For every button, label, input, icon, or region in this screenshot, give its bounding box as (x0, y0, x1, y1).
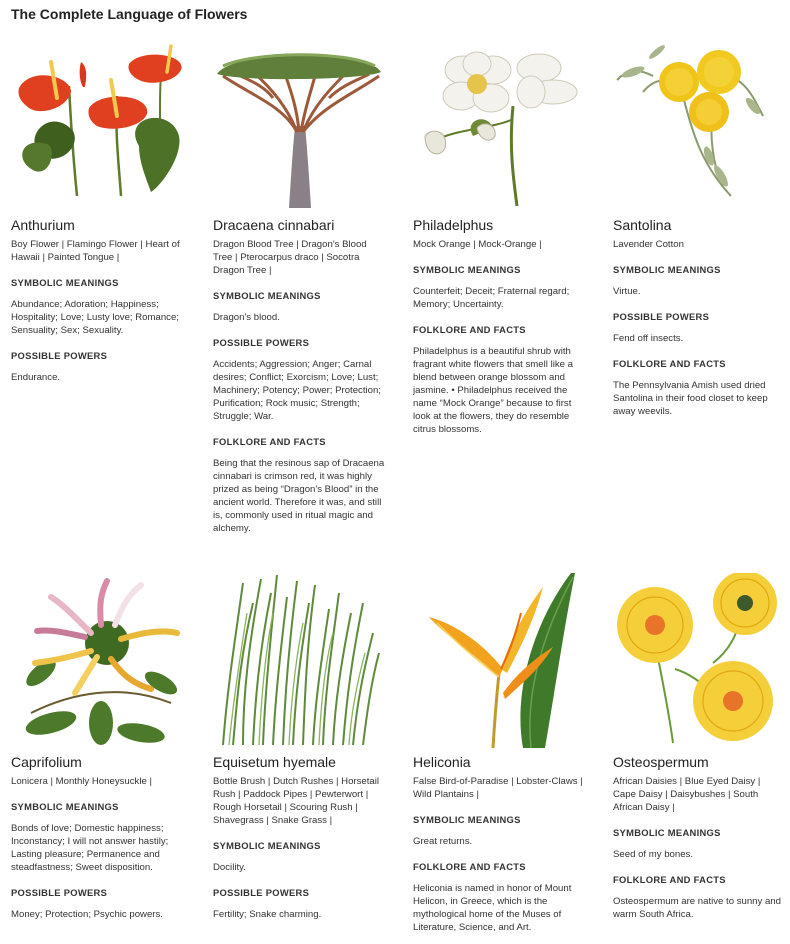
section-heading-symbolic: SYMBOLIC MEANINGS (11, 277, 119, 288)
flower-card-heliconia (413, 573, 585, 934)
flower-aka: Lonicera | Monthly Honeysuckle | (11, 776, 152, 787)
symbolic-meanings: Great returns. (413, 836, 473, 847)
flower-aka: Mock Orange | Mock-Orange | (413, 239, 542, 250)
flower-name: Santolina (613, 217, 672, 233)
symbolic-meanings: Seed of my bones. (613, 849, 693, 860)
flower-name: Dracaena cinnabari (213, 217, 335, 233)
section-heading-folklore: FOLKLORE AND FACTS (413, 324, 526, 335)
section-heading-symbolic: SYMBOLIC MEANINGS (413, 264, 521, 275)
flower-name: Osteospermum (613, 754, 709, 770)
flower-aka: False Bird-of-Paradise | Lobster-Claws | Wild Plantains | (413, 776, 583, 800)
flower-card-santolina (613, 36, 785, 418)
possible-powers: Money; Protection; Psychic powers. (11, 909, 163, 920)
section-heading-folklore: FOLKLORE AND FACTS (413, 861, 526, 872)
page-title: The Complete Language of Flowers (11, 6, 248, 22)
flower-aka: Dragon Blood Tree | Dragon's Blood Tree | Pterocarpus draco | Socotra Dragon Tree | (213, 239, 367, 276)
flower-card-caprifolium (11, 573, 183, 921)
heliconia-illustration (413, 573, 585, 748)
flower-card-osteospermum (613, 573, 785, 921)
flower-card-philadelphus (413, 36, 585, 436)
flower-name: Equisetum hyemale (213, 754, 336, 770)
flower-aka: Bottle Brush | Dutch Rushes | Horsetail Rush | Paddock Pipes | Pewterwort | Rough Horsetail | Scouring Rush | Shavegrass | Snake Grass | (213, 776, 380, 826)
symbolic-meanings: Bonds of love; Domestic happiness; Inconstancy; I will not answer hastily; Lasting pleasure; Permanence and steadfastness; Sweet disposition. (11, 823, 169, 873)
symbolic-meanings: Counterfeit; Deceit; Fraternal regard; Memory; Uncertainty. (413, 286, 570, 310)
section-heading-powers: POSSIBLE POWERS (11, 887, 108, 898)
section-heading-symbolic: SYMBOLIC MEANINGS (213, 290, 321, 301)
folklore-facts: Osteospermum are native to sunny and warm South Africa. (613, 896, 781, 920)
anthurium-illustration (11, 36, 183, 211)
honeysuckle-illustration (11, 573, 183, 748)
possible-powers: Endurance. (11, 372, 61, 383)
section-heading-powers: POSSIBLE POWERS (213, 887, 310, 898)
folklore-facts: Philadelphus is a beautiful shrub with fragrant white flowers that smell like a blend between orange blossom and jasmine. • Philadelphus received the name “Mock Orange” because to first look at the flowers, they do resemble citrus blossoms. (413, 346, 573, 435)
section-heading-folklore: FOLKLORE AND FACTS (613, 874, 726, 885)
dragon-tree-illustration (213, 36, 385, 211)
possible-powers: Fertility; Snake charming. (213, 909, 322, 920)
flower-name: Heliconia (413, 754, 471, 770)
flower-card-dracaena (213, 36, 385, 535)
symbolic-meanings: Docility. (213, 862, 246, 873)
folklore-facts: The Pennsylvania Amish used dried Santolina in their food closet to keep away weevils. (613, 380, 768, 417)
section-heading-symbolic: SYMBOLIC MEANINGS (613, 827, 721, 838)
flower-aka: Boy Flower | Flamingo Flower | Heart of Hawaii | Painted Tongue | (11, 239, 180, 263)
folklore-facts: Being that the resinous sap of Dracaena cinnabari is crimson red, it was highly prized as being “Dragon's Blood” in the ancient world. Therefore it was, and still is, commonly used in ritual magic and alchemy. (213, 458, 385, 534)
section-heading-powers: POSSIBLE POWERS (11, 350, 108, 361)
flower-name: Caprifolium (11, 754, 82, 770)
flower-name: Philadelphus (413, 217, 494, 233)
symbolic-meanings: Dragon's blood. (213, 312, 280, 323)
osteospermum-illustration (613, 573, 785, 748)
section-heading-symbolic: SYMBOLIC MEANINGS (213, 840, 321, 851)
possible-powers: Fend off insects. (613, 333, 684, 344)
section-heading-folklore: FOLKLORE AND FACTS (613, 358, 726, 369)
section-heading-symbolic: SYMBOLIC MEANINGS (613, 264, 721, 275)
possible-powers: Accidents; Aggression; Anger; Carnal desires; Conflict; Exorcism; Love; Lust; Machinery; Potency; Power; Protection; Purification; Rock music; Strength; Struggle; War. (213, 359, 381, 422)
section-heading-symbolic: SYMBOLIC MEANINGS (413, 814, 521, 825)
flower-aka: African Daisies | Blue Eyed Daisy | Cape Daisy | Daisybushes | South African Daisy | (613, 776, 761, 813)
horsetail-illustration (213, 573, 385, 748)
flower-aka: Lavender Cotton (613, 239, 684, 250)
symbolic-meanings: Virtue. (613, 286, 641, 297)
santolina-illustration (613, 36, 785, 211)
section-heading-symbolic: SYMBOLIC MEANINGS (11, 801, 119, 812)
section-heading-powers: POSSIBLE POWERS (613, 311, 710, 322)
section-heading-folklore: FOLKLORE AND FACTS (213, 436, 326, 447)
flower-card-anthurium (11, 36, 183, 384)
flower-card-equisetum (213, 573, 385, 921)
philadelphus-illustration (413, 36, 585, 211)
flower-name: Anthurium (11, 217, 75, 233)
folklore-facts: Heliconia is named in honor of Mount Helicon, in Greece, which is the mythological home of the Muses of Literature, Science, and Art. (413, 883, 572, 933)
section-heading-powers: POSSIBLE POWERS (213, 337, 310, 348)
symbolic-meanings: Abundance; Adoration; Happiness; Hospitality; Love; Lusty love; Romance; Sensuality; Sex; Sexuality. (11, 299, 179, 336)
